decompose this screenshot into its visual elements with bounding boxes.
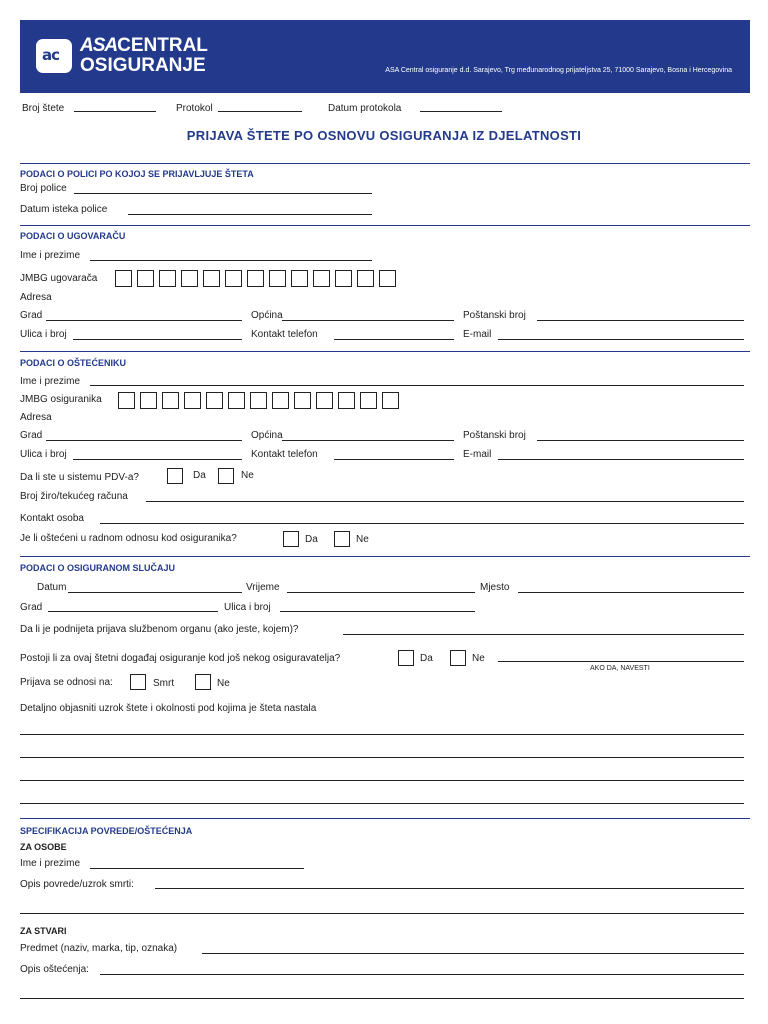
ostecenik-telefon-field[interactable] [334,459,454,460]
ugovarac-ulica-field[interactable] [73,339,242,340]
ostecenik-adresa-label: Adresa [20,412,52,423]
ugovarac-jmbg-digit[interactable] [335,270,352,287]
ostecenik-jmbg-digit[interactable] [206,392,223,409]
pdv-ne-label: Ne [241,470,254,481]
ostecenik-jmbg-digit[interactable] [228,392,245,409]
ugovarac-telefon-field[interactable] [334,339,454,340]
kontakt-osoba-field[interactable] [100,523,744,524]
polica-heading: PODACI O POLICI PO KOJOJ SE PRIJAVLJUJE ŠTETA [20,169,254,179]
ostecenik-ime-field[interactable] [90,385,744,386]
odnosi-se-label: Prijava se odnosi na: [20,677,113,688]
radni-odnos-da-label: Da [305,534,318,545]
predmet-label: Predmet (naziv, marka, tip, oznaka) [20,943,178,954]
kontakt-osoba-label: Kontakt osoba [20,513,84,524]
ne-label: Ne [217,678,230,689]
datum-isteka-label: Datum isteka police [20,204,108,215]
ostecenik-email-field[interactable] [498,459,744,460]
ugovarac-jmbg-digit[interactable] [247,270,264,287]
osoba-ime-field[interactable] [90,868,304,869]
slucaj-mjesto-field[interactable] [518,592,744,593]
slucaj-vrijeme-label: Vrijeme [246,582,280,593]
datum-protokola-label: Datum protokola [328,103,402,114]
ostecenik-jmbg-digit[interactable] [250,392,267,409]
slucaj-vrijeme-field[interactable] [287,592,475,593]
ugovarac-jmbg-digit[interactable] [313,270,330,287]
broj-stete-field[interactable] [74,111,156,112]
ugovarac-telefon-label: Kontakt telefon [251,329,318,340]
brand-name-line2: OSIGURANJE [80,55,206,76]
pdv-da-label: Da [193,470,206,481]
ostecenik-jmbg-digit[interactable] [118,392,135,409]
prijava-organu-question: Da li je podnijeta prijava službenom organu (ako jeste, kojem)? [20,624,299,635]
ugovarac-jmbg-digit[interactable] [115,270,132,287]
ugovarac-ime-field[interactable] [90,260,372,261]
ostecenik-postanski-label: Poštanski broj [463,430,526,441]
drugi-osiguravac-navesti-field[interactable] [498,661,744,662]
ugovarac-jmbg-digit[interactable] [357,270,374,287]
radni-odnos-ne-label: Ne [356,534,369,545]
radni-odnos-da-checkbox[interactable] [283,531,299,547]
broj-stete-label: Broj štete [22,103,65,114]
ostecenik-jmbg-digit[interactable] [294,392,311,409]
logo-mark: ac [42,46,60,64]
slucaj-heading: PODACI O OSIGURANOM SLUČAJU [20,563,176,573]
ostecenik-ime-label: Ime i prezime [20,376,81,387]
ugovarac-jmbg-digit[interactable] [269,270,286,287]
slucaj-grad-field[interactable] [48,611,218,612]
specifikacija-heading: SPECIFIKACIJA POVREDE/OŠTEĆENJA [20,826,193,836]
ugovarac-jmbg-digit[interactable] [203,270,220,287]
ostecenik-postanski-field[interactable] [537,440,744,441]
ostecenik-opcina-field[interactable] [282,440,454,441]
datum-isteka-field[interactable] [128,214,372,215]
slucaj-ulica-label: Ulica i broj [224,602,271,613]
broj-police-field[interactable] [74,193,372,194]
ziro-racun-field[interactable] [146,501,744,502]
slucaj-ulica-field[interactable] [280,611,475,612]
pdv-ne-checkbox[interactable] [218,468,234,484]
section-divider [20,556,750,557]
opis-ostecenja-label: Opis oštećenja: [20,964,89,975]
opis-povrede-label: Opis povrede/uzrok smrti: [20,879,134,890]
ostecenik-jmbg-digit[interactable] [316,392,333,409]
ostecenik-jmbg-digit[interactable] [162,392,179,409]
protokol-label: Protokol [176,103,213,114]
opis-ostecenja-line[interactable] [20,998,744,999]
ugovarac-jmbg-digit[interactable] [137,270,154,287]
prijava-organu-field[interactable] [343,634,744,635]
drugi-osiguravac-ne-checkbox[interactable] [450,650,466,666]
ako-da-navesti-note: AKO DA, NAVESTI [590,665,650,672]
ugovarac-adresa-label: Adresa [20,292,52,303]
ugovarac-email-field[interactable] [498,339,744,340]
detaljno-line[interactable] [20,757,744,758]
slucaj-mjesto-label: Mjesto [480,582,510,593]
form-title: PRIJAVA ŠTETE PO OSNOVU OSIGURANJA IZ DJELATNOSTI [186,128,582,143]
radni-odnos-ne-checkbox[interactable] [334,531,350,547]
ostecenik-jmbg-digit[interactable] [140,392,157,409]
detaljno-line[interactable] [20,780,744,781]
predmet-field[interactable] [202,953,744,954]
ostecenik-opcina-label: Općina [251,430,283,441]
ugovarac-jmbg-digit[interactable] [379,270,396,287]
broj-police-label: Broj police [20,183,67,194]
datum-protokola-field[interactable] [420,111,502,112]
ne-checkbox[interactable] [195,674,211,690]
radni-odnos-question: Je li oštećeni u radnom odnosu kod osiguranika? [20,533,237,544]
osoba-ime-label: Ime i prezime [20,858,81,869]
ostecenik-ulica-label: Ulica i broj [20,449,67,460]
ostecenik-jmbg-digit[interactable] [338,392,355,409]
section-divider [20,818,750,819]
ostecenik-grad-field[interactable] [46,440,242,441]
detaljno-label: Detaljno objasniti uzrok štete i okolnosti pod kojima je šteta nastala [20,703,317,714]
opis-povrede-line[interactable] [20,913,744,914]
slucaj-datum-field[interactable] [68,592,242,593]
ugovarac-jmbg-digit[interactable] [159,270,176,287]
company-address: ASA Central osiguranje d.d. Sarajevo, Trg međunarodnog prijateljstva 25, 71000 Sarajevo, Bosna i Hercegovina [385,67,732,74]
opis-ostecenja-field[interactable] [100,974,744,975]
ugovarac-postanski-label: Poštanski broj [463,310,526,321]
pdv-question: Da li ste u sistemu PDV-a? [20,472,139,483]
ugovarac-ime-label: Ime i prezime [20,250,81,261]
slucaj-grad-label: Grad [20,602,43,613]
drugi-osiguravac-da-label: Da [420,653,433,664]
slucaj-datum-label: Datum [37,582,67,593]
pdv-da-checkbox[interactable] [167,468,183,484]
header-banner [20,20,750,93]
ugovarac-grad-label: Grad [20,310,43,321]
ugovarac-jmbg-digit[interactable] [181,270,198,287]
ostecenik-heading: PODACI O OŠTEĆENIKU [20,358,127,368]
drugi-osiguravac-da-checkbox[interactable] [398,650,414,666]
drugi-osiguravac-question: Postoji li za ovaj štetni događaj osiguranje kod još nekog osiguravatelja? [20,653,341,664]
ostecenik-jmbg-digit[interactable] [382,392,399,409]
section-divider [20,225,750,226]
ostecenik-email-label: E-mail [463,449,492,460]
smrt-label: Smrt [153,678,175,689]
smrt-checkbox[interactable] [130,674,146,690]
ostecenik-jmbg-label: JMBG osiguranika [20,394,102,405]
protokol-field[interactable] [218,111,302,112]
ugovarac-ulica-label: Ulica i broj [20,329,67,340]
ugovarac-jmbg-digit[interactable] [225,270,242,287]
za-stvari-heading: ZA STVARI [20,926,67,936]
ostecenik-telefon-label: Kontakt telefon [251,449,318,460]
opis-povrede-field[interactable] [155,888,744,889]
ziro-racun-label: Broj žiro/tekućeg računa [20,491,128,502]
ostecenik-jmbg-digit[interactable] [184,392,201,409]
ugovarac-grad-field[interactable] [46,320,242,321]
detaljno-line[interactable] [20,734,744,735]
drugi-osiguravac-ne-label: Ne [472,653,485,664]
ugovarac-postanski-field[interactable] [537,320,744,321]
za-osobe-heading: ZA OSOBE [20,842,67,852]
ugovarac-email-label: E-mail [463,329,492,340]
company-logo [36,39,72,73]
ugovarac-jmbg-digit[interactable] [291,270,308,287]
ostecenik-jmbg-digit[interactable] [360,392,377,409]
section-divider [20,163,750,164]
ugovarac-opcina-label: Općina [251,310,283,321]
ostecenik-grad-label: Grad [20,430,43,441]
ostecenik-jmbg-digit[interactable] [272,392,289,409]
detaljno-line[interactable] [20,803,744,804]
ugovarac-opcina-field[interactable] [282,320,454,321]
ostecenik-ulica-field[interactable] [73,459,242,460]
ugovarac-jmbg-label: JMBG ugovarača [20,273,98,284]
brand-name-line1: ASACENTRAL [80,35,208,56]
ugovarac-heading: PODACI O UGOVARAČU [20,231,126,241]
section-divider [20,351,750,352]
